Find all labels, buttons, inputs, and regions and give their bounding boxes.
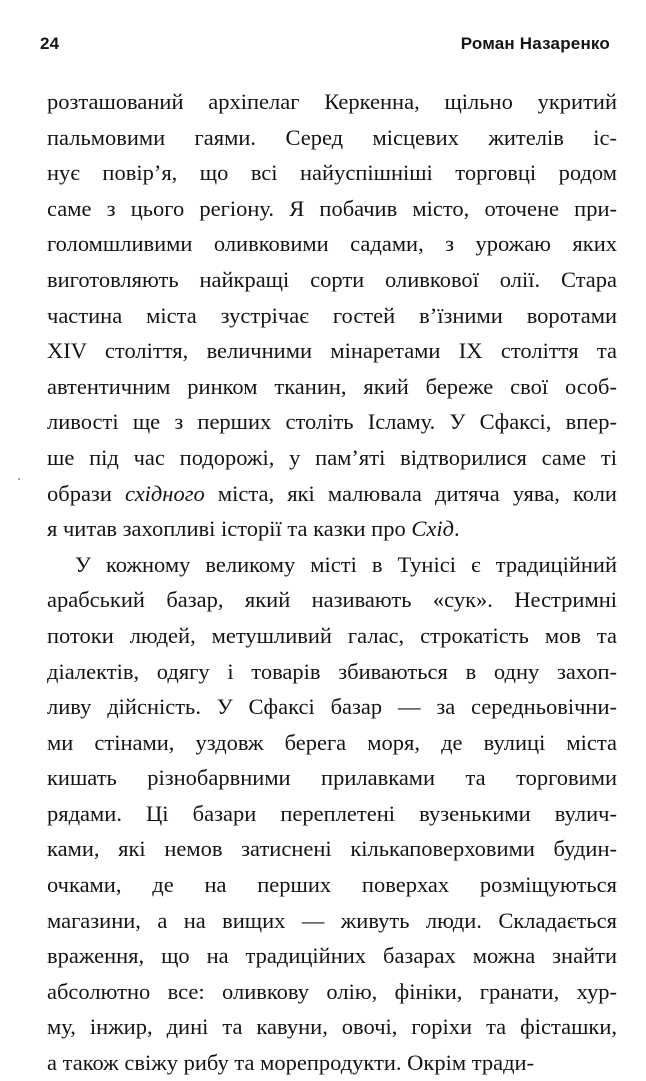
text-run: рядами. Ці базари переплетені вузенькими вулич-: [47, 800, 617, 826]
text-line: [47, 867, 617, 903]
text-line: [47, 369, 617, 405]
text-line: [47, 440, 617, 476]
text-run: міста, які малювала дитяча уява, коли: [204, 480, 617, 506]
text-run: ками, які немов затиснені кількаповерховими будин-: [47, 836, 617, 862]
text-line: [47, 1009, 617, 1045]
text-line: [47, 191, 617, 227]
text-run: нує повір’я, що всі найуспішніші торговці родом: [47, 160, 617, 186]
text-line: [47, 120, 617, 156]
text-run: му, інжир, дині та кавуни, овочі, горіхи та фісташки,: [47, 1014, 617, 1040]
text-line: [47, 654, 617, 690]
text-line: [47, 404, 617, 440]
text-line: [47, 974, 617, 1010]
text-run: арабський базар, який називають «сук». Нестримні: [47, 587, 617, 613]
text-line: [47, 298, 617, 334]
italic-text: східного: [125, 480, 205, 506]
paragraph: [47, 547, 617, 1081]
text-run: ми стінами, уздовж берега моря, де вулиці міста: [47, 729, 617, 755]
text-line: [47, 903, 617, 939]
text-run: діалектів, одягу і товарів збиваються в одну захоп-: [47, 658, 617, 684]
paragraph: [47, 84, 617, 547]
text-run: я читав захопливі історії та казки про: [47, 516, 412, 542]
text-line: [47, 796, 617, 832]
text-line: [47, 333, 617, 369]
scan-speck: [18, 478, 20, 480]
running-header-author: Роман Назаренко: [460, 34, 610, 53]
text-run: голомшливими оливковими садами, з урожаю яких: [47, 231, 617, 257]
text-run: саме з цього регіону. Я побачив місто, оточене при-: [47, 195, 617, 221]
text-line: [47, 831, 617, 867]
text-run: .: [454, 516, 460, 542]
text-line: [47, 226, 617, 262]
text-run: потоки людей, метушливий галас, строкатість мов та: [47, 622, 617, 648]
running-header: [40, 34, 610, 58]
text-run: частина міста зустрічає гостей в’їзними воротами: [47, 302, 617, 328]
text-line: [47, 618, 617, 654]
text-run: образи: [47, 480, 125, 506]
italic-text: Схід: [411, 516, 454, 542]
text-run: XIV століття, величними мінаретами IX століття та: [47, 338, 617, 364]
text-run: ливу дійсність. У Сфаксі базар — за середньовічни-: [47, 694, 617, 720]
text-run: розташований архіпелаг Керкенна, щільно укритий: [47, 89, 617, 114]
text-line: [47, 760, 617, 796]
text-line: [47, 689, 617, 725]
body-text: [47, 84, 617, 1081]
text-run: кишать різнобарвними прилавками та торговими: [47, 765, 617, 791]
text-run: ливості ще з перших століть Ісламу. У Сфаксі, впер-: [47, 409, 617, 435]
text-line: [47, 725, 617, 761]
text-run: абсолютно все: оливкову олію, фініки, гранати, хур-: [47, 978, 617, 1004]
text-line: [47, 511, 617, 547]
text-run: магазини, а на вищих — живуть люди. Складається: [47, 907, 617, 933]
text-line: [47, 262, 617, 298]
text-line: [47, 155, 617, 191]
text-run: У кожному великому місті в Тунісі є традиційний: [75, 551, 617, 577]
text-run: враження, що на традиційних базарах можна знайти: [47, 943, 617, 969]
text-line: [47, 547, 617, 583]
text-run: очками, де на перших поверхах розміщуються: [47, 872, 617, 898]
text-run: ше під час подорожі, у пам’яті відтворилися саме ті: [47, 444, 617, 470]
text-run: пальмовими гаями. Серед місцевих жителів іс-: [47, 124, 617, 150]
text-line: [47, 1045, 617, 1081]
text-line: [47, 938, 617, 974]
page-number: 24: [40, 34, 60, 53]
text-run: виготовляють найкращі сорти оливкової олії. Стара: [47, 266, 617, 292]
text-run: а також свіжу рибу та морепродукти. Окрім тради-: [47, 1050, 535, 1076]
text-line: [47, 476, 617, 512]
text-line: [47, 582, 617, 618]
text-run: автентичним ринком тканин, який береже свої особ-: [47, 373, 617, 399]
text-line: [47, 84, 617, 120]
